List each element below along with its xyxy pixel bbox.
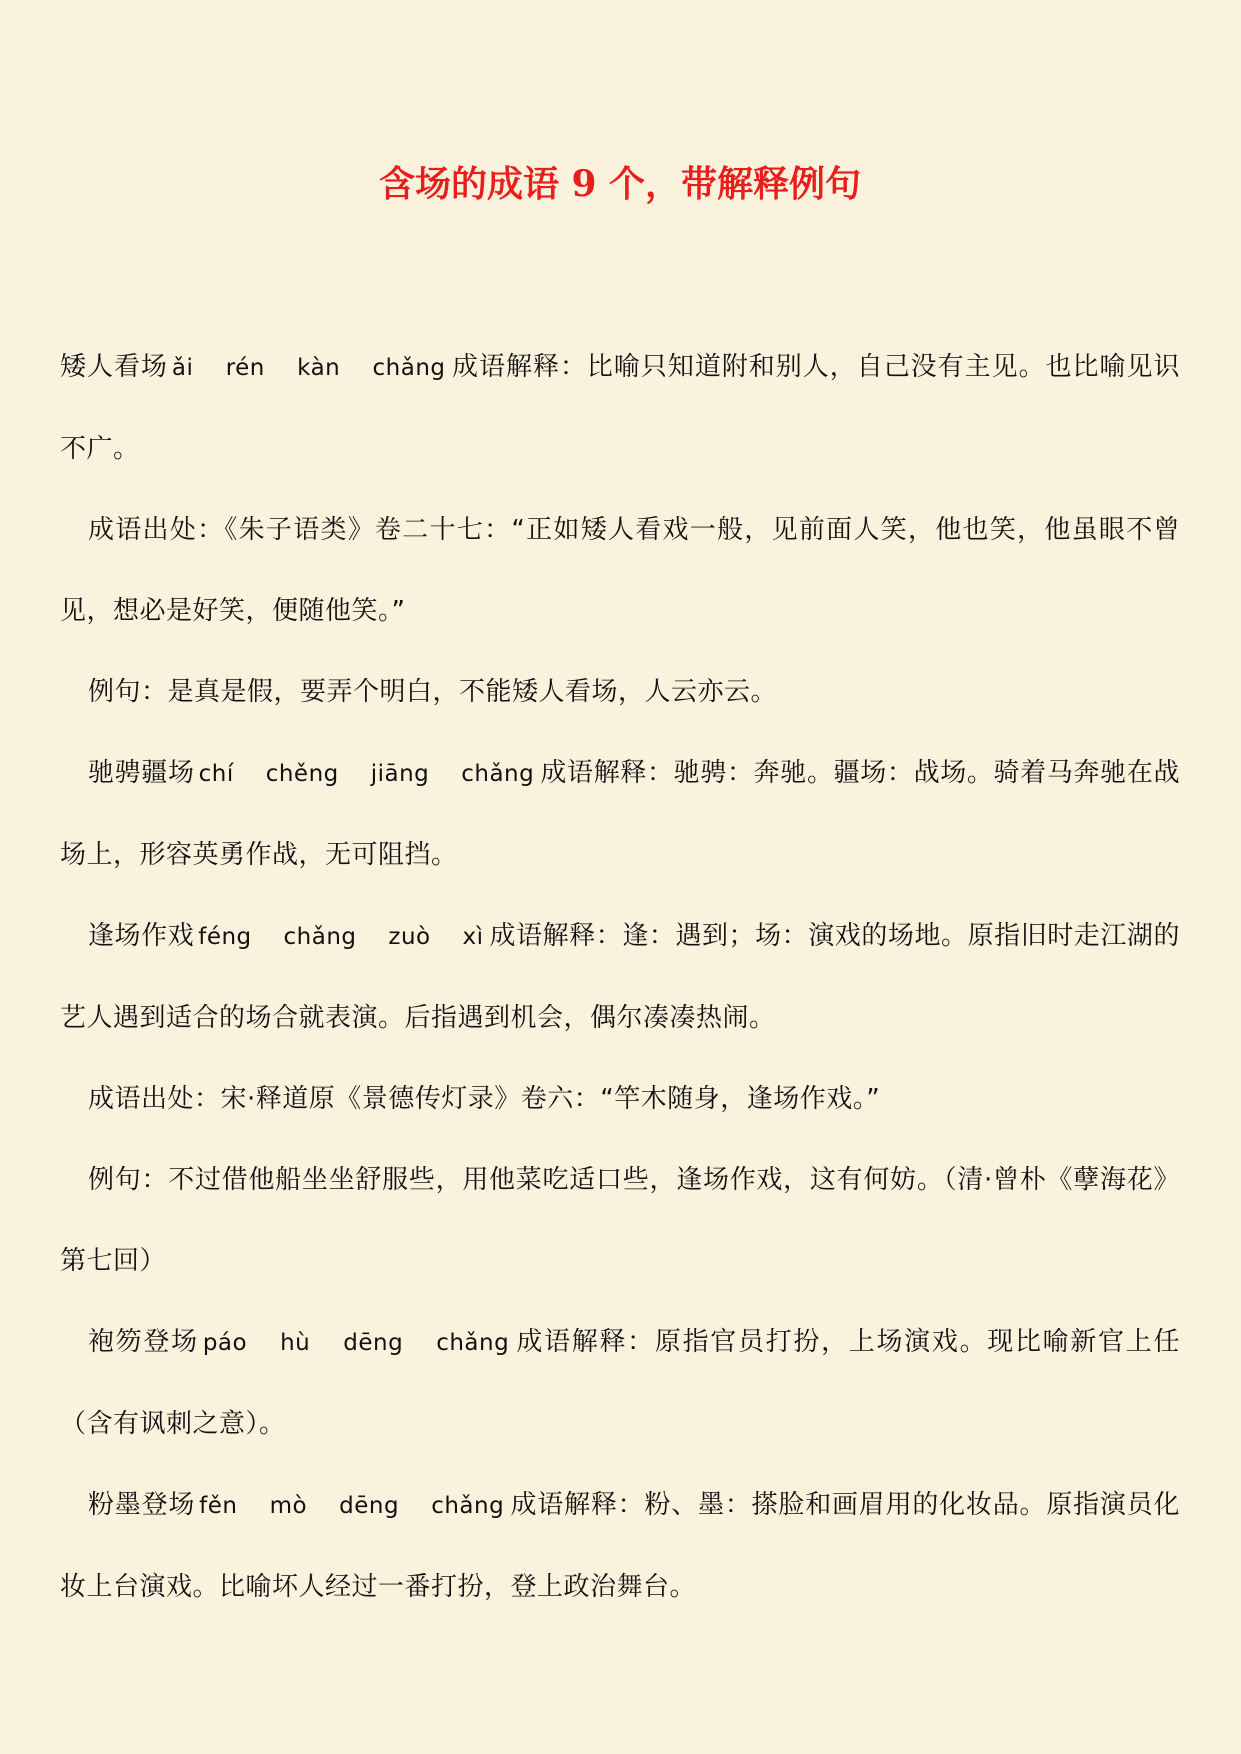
idiom-term: 粉墨登场 bbox=[88, 1490, 196, 1520]
paragraph-text: 成语解释：逢：遇到；场：演戏的场地。原指旧时走江湖的艺人遇到适合的场合就表演。后指遇到机会，偶尔凑凑热闹。 bbox=[60, 921, 1180, 1033]
paragraph-text: 成语出处：宋·释道原《景德传灯录》卷六：“竿木随身，逢场作戏。” bbox=[88, 1084, 881, 1114]
idiom-term: 矮人看场 bbox=[60, 352, 168, 382]
paragraph-5 bbox=[60, 896, 1180, 1059]
idiom-term: 驰骋疆场 bbox=[88, 758, 195, 788]
paragraph-3 bbox=[60, 652, 1180, 733]
paragraph-text: 成语解释：驰骋：奔驰。疆场：战场。骑着马奔驰在战场上，形容英勇作战，无可阻挡。 bbox=[60, 758, 1180, 870]
document-body bbox=[60, 327, 1180, 1628]
idiom-term: 逢场作戏 bbox=[88, 921, 195, 951]
idiom-pinyin: fěn mò dēng chǎng bbox=[199, 1493, 505, 1519]
idiom-pinyin: ǎi rén kàn chǎng bbox=[171, 355, 446, 381]
paragraph-2 bbox=[60, 490, 1180, 652]
idiom-pinyin: chí chěng jiāng chǎng bbox=[198, 761, 535, 787]
paragraph-text: 成语解释：比喻只知道附和别人，自己没有主见。也比喻见识不广。 bbox=[60, 352, 1180, 464]
paragraph-text: 成语解释：粉、墨：搽脸和画眉用的化妆品。原指演员化妆上台演戏。比喻坏人经过一番打扮，登上政治舞台。 bbox=[60, 1490, 1180, 1602]
paragraph-9 bbox=[60, 1465, 1180, 1628]
document-title: 含场的成语 9 个，带解释例句 bbox=[378, 163, 862, 205]
paragraph-text: 例句：是真是假，要弄个明白，不能矮人看场，人云亦云。 bbox=[88, 677, 778, 707]
paragraph-text: 成语解释：原指官员打扮，上场演戏。现比喻新官上任（含有讽刺之意）。 bbox=[60, 1327, 1180, 1439]
idiom-pinyin: féng chǎng zuò xì bbox=[198, 924, 484, 950]
paragraph-6 bbox=[60, 1059, 1180, 1140]
idiom-pinyin: páo hù dēng chǎng bbox=[202, 1330, 510, 1356]
paragraph-text: 例句：不过借他船坐坐舒服些，用他菜吃适口些，逢场作戏，这有何妨。（清·曾朴《孽海花》第七回） bbox=[60, 1165, 1180, 1276]
document-page bbox=[60, 0, 1180, 1754]
paragraph-7 bbox=[60, 1140, 1180, 1302]
idiom-term: 袍笏登场 bbox=[88, 1327, 199, 1357]
paragraph-8 bbox=[60, 1302, 1180, 1465]
paragraph-1 bbox=[60, 327, 1180, 490]
paragraph-text: 成语出处：《朱子语类》卷二十七：“正如矮人看戏一般，见前面人笑，他也笑，他虽眼不曾见，想必是好笑，便随他笑。” bbox=[60, 515, 1180, 626]
paragraph-4 bbox=[60, 733, 1180, 896]
